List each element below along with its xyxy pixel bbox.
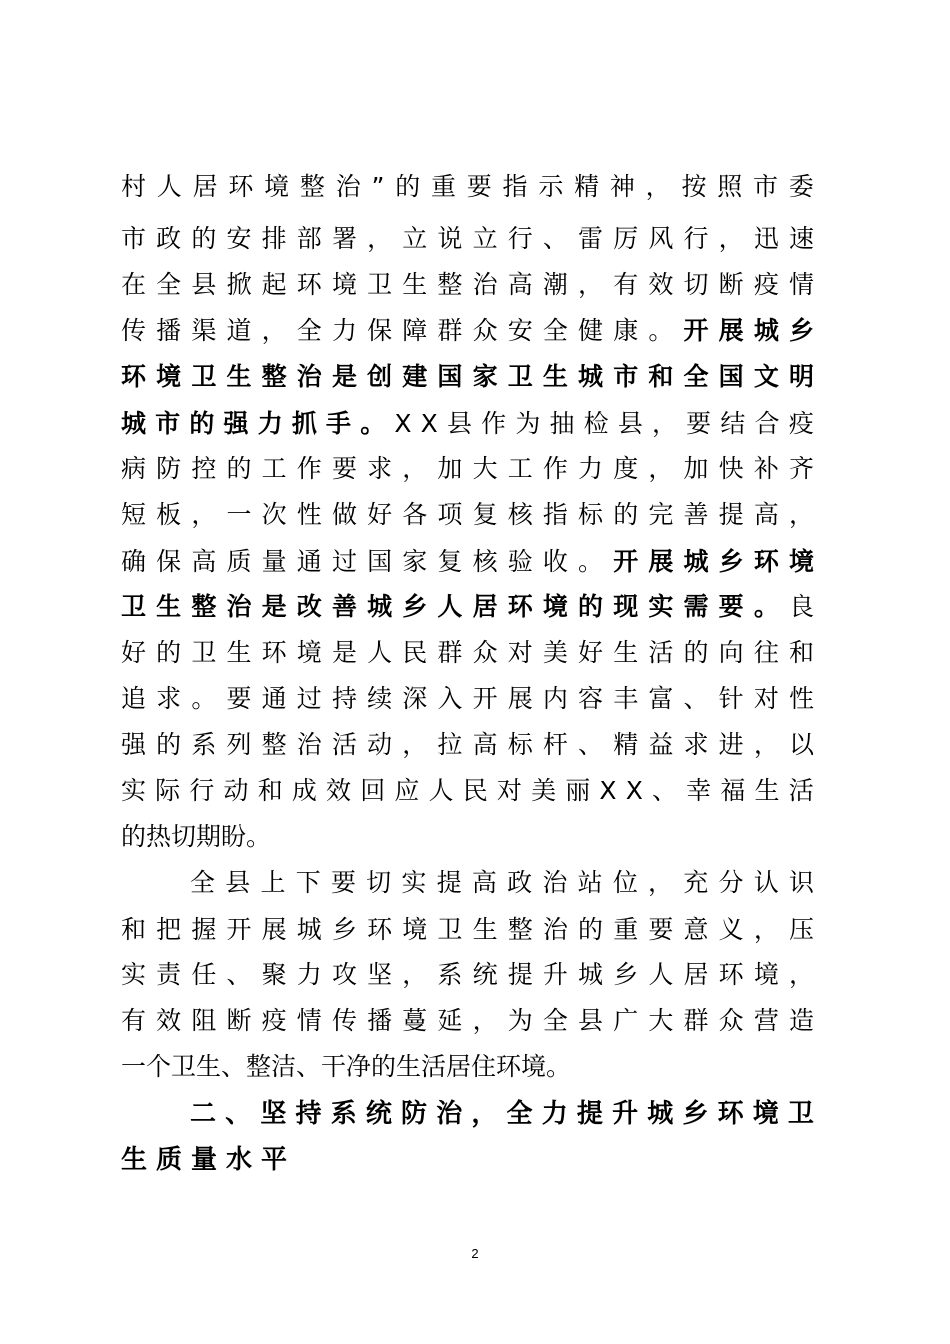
- paragraph-1-line-2: 市 政 的 安 排 部 署 ， 立 说 立 行 、 雷 厉 风 行 ， 迅 速: [121, 224, 814, 253]
- paragraph-1-line-3: 在 全 县 掀 起 环 境 卫 生 整 治 高 潮 ， 有 效 切 断 疫 情: [121, 270, 814, 299]
- section-heading-line-1: 二 、 坚 持 系 统 防 治 ， 全 力 提 升 城 乡 环 境 卫: [190, 1099, 814, 1129]
- paragraph-1-line-13: 强 的 系 列 整 治 活 动 ， 拉 高 标 杆 、 精 益 求 进 ， 以: [121, 730, 814, 759]
- heading-text: 生质量水平: [121, 1145, 297, 1175]
- paragraph-1-line-12: 追 求 。 要 通 过 持 续 深 入 开 展 内 容 丰 富 、 针 对 性: [121, 684, 814, 713]
- paragraph-1-line-1: 村 人 居 环 境 整 治 ” 的 重 要 指 示 精 神 ， 按 照 市 委: [121, 172, 814, 201]
- paragraph-1-line-15: [121, 817, 814, 857]
- page-number: 2: [471, 1246, 479, 1261]
- paragraph-1-line-7: 病 防 控 的 工 作 要 求 ， 加 大 工 作 力 度 ， 加 快 补 齐: [121, 454, 814, 483]
- paragraph-1-line-6: 城 市 的 强 力 抓 手 。 X X 县 作 为 抽 检 县 ， 要 结 合 疫: [121, 409, 814, 438]
- paragraph-1-line-10: 卫 生 整 治 是 改 善 城 乡 人 居 环 境 的 现 实 需 要 。 良: [121, 592, 814, 621]
- paragraph-2-line-3: 实 责 任 、 聚 力 攻 坚 ， 系 统 提 升 城 乡 人 居 环 境 ，: [121, 960, 814, 989]
- text-run: 的热切期盼。: [121, 822, 272, 851]
- paragraph-1-line-4: 传 播 渠 道 ， 全 力 保 障 群 众 安 全 健 康 。 开 展 城 乡: [121, 316, 814, 345]
- paragraph-2-line-1: 全 县 上 下 要 切 实 提 高 政 治 站 位 ， 充 分 认 识: [190, 868, 814, 897]
- paragraph-1-line-11: 好 的 卫 生 环 境 是 人 民 群 众 对 美 好 生 活 的 向 往 和: [121, 638, 814, 667]
- paragraph-2-line-5: [121, 1047, 814, 1087]
- paragraph-1-line-5: 环 境 卫 生 整 治 是 创 建 国 家 卫 生 城 市 和 全 国 文 明: [121, 362, 814, 391]
- paragraph-1-line-14: 实 际 行 动 和 成 效 回 应 人 民 对 美 丽 X X 、 幸 福 生 活: [121, 776, 814, 805]
- text-run: 一个卫生、整洁、干净的生活居住环境。: [121, 1052, 572, 1081]
- paragraph-1-line-9: 确 保 高 质 量 通 过 国 家 复 核 验 收 。 开 展 城 乡 环 境: [121, 547, 814, 576]
- paragraph-2-line-4: 有 效 阻 断 疫 情 传 播 蔓 延 ， 为 全 县 广 大 群 众 营 造: [121, 1006, 814, 1035]
- paragraph-1-line-8: 短 板 ， 一 次 性 做 好 各 项 复 核 指 标 的 完 善 提 高 ，: [121, 500, 814, 529]
- paragraph-2-line-2: 和 把 握 开 展 城 乡 环 境 卫 生 整 治 的 重 要 意 义 ， 压: [121, 915, 814, 944]
- section-heading-line-2: [121, 1140, 814, 1180]
